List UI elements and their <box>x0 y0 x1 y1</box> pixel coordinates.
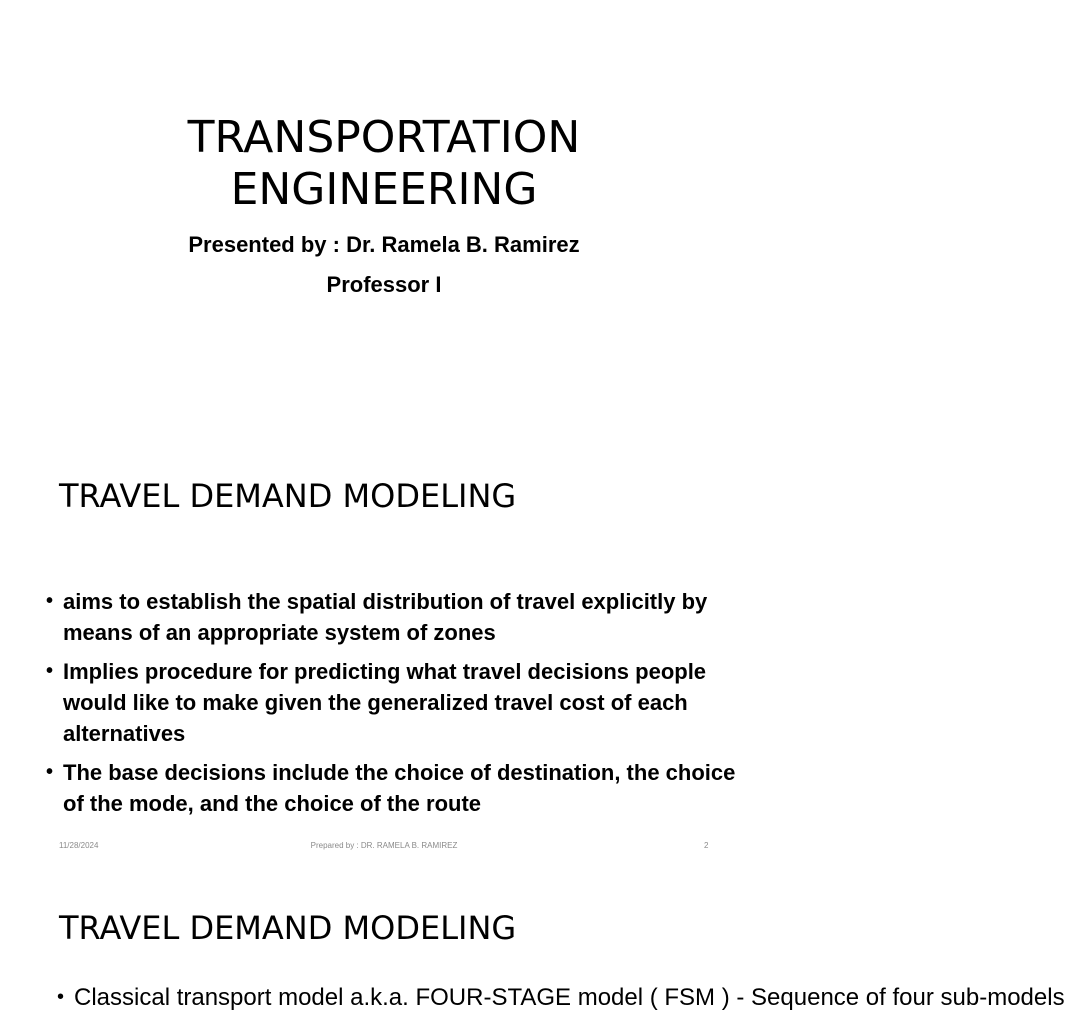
bullet-list <box>57 982 1065 1013</box>
content-slide-2 <box>0 432 768 864</box>
presenter-position: Professor I <box>326 272 442 297</box>
bullet-text: Classical transport model a.k.a. FOUR-STAGE model ( FSM ) - Sequence of four sub-models <box>74 984 1065 1011</box>
slide-title <box>0 112 768 216</box>
bullet-list <box>46 586 746 827</box>
bullet-icon: • <box>57 986 65 1008</box>
list-item <box>46 586 746 648</box>
bullet-text: aims to establish the spatial distribution of travel explicitly by means of an appropriate system of zones <box>63 589 708 645</box>
presenter-line: Presented by : Dr. Ramela B. Ramirez <box>188 232 580 257</box>
content-slide-3 <box>0 864 1065 1024</box>
title-line-2: ENGINEERING <box>230 164 538 215</box>
slide-heading: TRAVEL DEMAND MODELING <box>59 477 517 515</box>
title-slide <box>0 0 768 432</box>
slide-heading: TRAVEL DEMAND MODELING <box>59 909 517 947</box>
footer-date: 11/28/2024 <box>59 841 99 850</box>
footer-author: Prepared by : DR. RAMELA B. RAMIREZ <box>310 841 458 850</box>
bullet-text: Implies procedure for predicting what travel decisions people would like to make given the generalized travel cost of each alternatives <box>63 659 707 746</box>
bullet-text: The base decisions include the choice of destination, the choice of the mode, and the choice of the route <box>63 760 736 816</box>
bullet-icon: • <box>46 660 54 682</box>
bullet-icon: • <box>46 761 54 783</box>
list-item <box>57 982 1065 1013</box>
title-line-1: TRANSPORTATION <box>187 112 581 163</box>
list-item <box>46 656 746 749</box>
list-item <box>46 757 746 819</box>
footer-page-number: 2 <box>704 841 709 850</box>
bullet-icon: • <box>46 590 54 612</box>
